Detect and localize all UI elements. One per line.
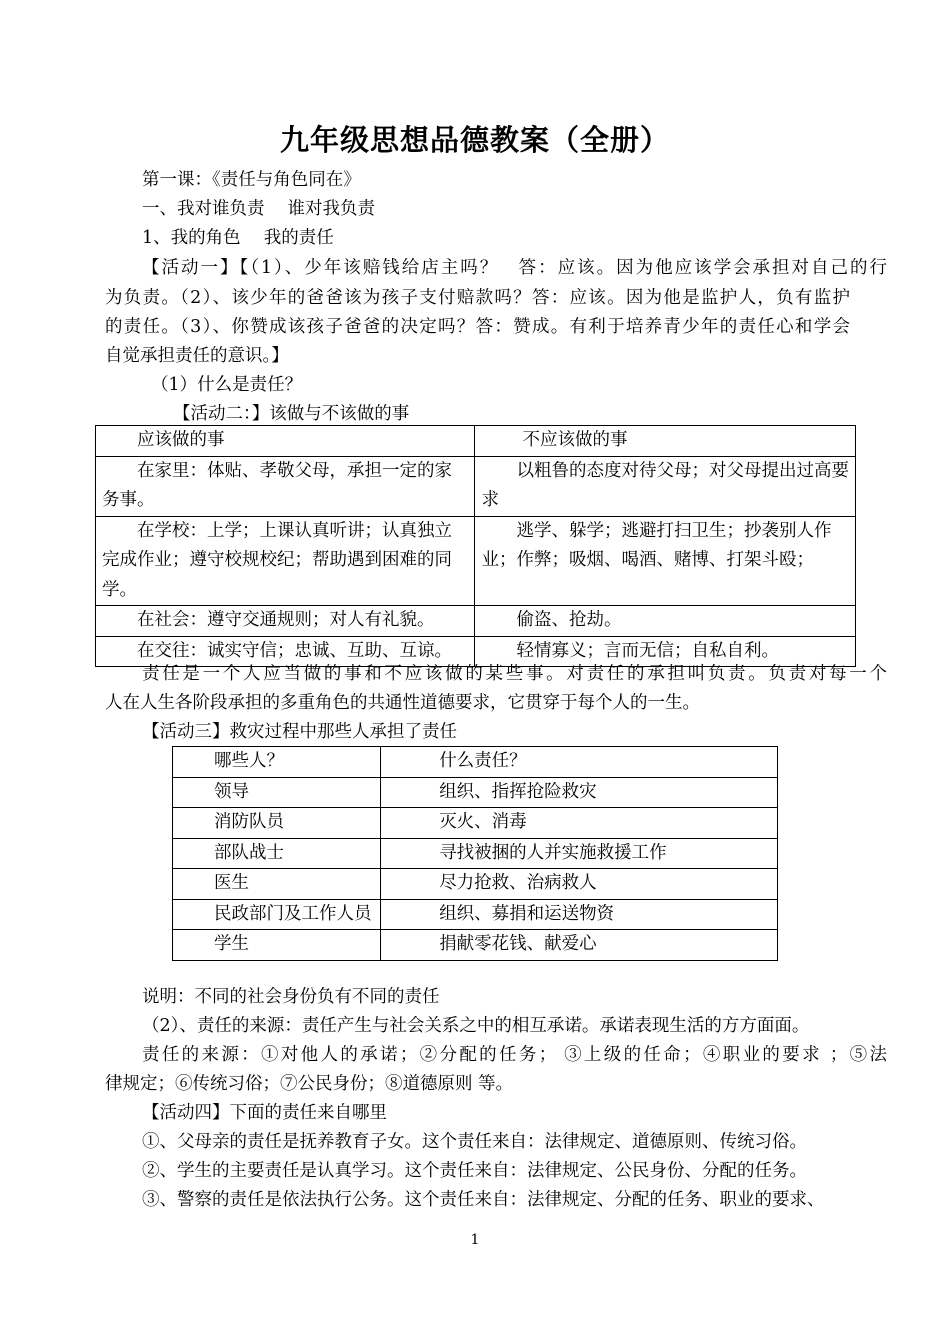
- page-title: 九年级思想品德教案（全册）: [279, 123, 670, 157]
- table-row: [96, 606, 856, 637]
- table-row: [173, 930, 778, 961]
- table-row: [173, 808, 778, 839]
- table-header-cell: 哪些人？: [173, 747, 381, 778]
- table-header-row: [96, 426, 856, 457]
- activity4-item: ①、父母亲的责任是抚养教育子女。这个责任来自：法律规定、道德原则、传统习俗。: [142, 1132, 807, 1152]
- page-number: 1: [470, 1232, 480, 1248]
- table-cell: 灭火、消毒: [380, 808, 777, 839]
- activity1-line: 【活动一】【（1）、少年该赔钱给店主吗？ 答：应该。因为他应该学会承担对自己的行: [142, 258, 887, 278]
- table-cell: 尽力抢救、治病救人: [380, 869, 777, 900]
- table-cell: 捐献零花钱、献爱心: [380, 930, 777, 961]
- activity2-heading: 【活动二：】该做与不该做的事: [173, 404, 410, 424]
- duty-table: [95, 425, 856, 667]
- table-cell: 在社会：遵守交通规则；对人有礼貌。: [96, 606, 475, 637]
- table-cell: 医生: [173, 869, 381, 900]
- table-cell: 领导: [173, 777, 381, 808]
- rescue-table: [172, 746, 778, 961]
- activity1-line: 为负责。（2）、该少年的爸爸该为孩子支付赔款吗？答：应该。因为他是监护人，负有监护: [105, 288, 850, 308]
- table-row: [173, 899, 778, 930]
- table-cell: 在交往：诚实守信；忠诚、互助、互谅。: [96, 636, 475, 667]
- table-cell: 以粗鲁的态度对待父母；对父母提出过高要求: [475, 456, 856, 516]
- table-header-cell: 不应该做的事: [475, 426, 856, 457]
- table-cell: 民政部门及工作人员: [173, 899, 381, 930]
- source-intro-line: （2）、责任的来源：责任产生与社会关系之中的相互承诺。承诺表现生活的方方面面。: [142, 1016, 810, 1036]
- table-row: [173, 838, 778, 869]
- table-header-row: [173, 747, 778, 778]
- table-cell: 在学校：上学；上课认真听讲；认真独立完成作业；遵守校规校纪；帮助遇到困难的同学。: [96, 516, 475, 606]
- activity4-item: ②、学生的主要责任是认真学习。这个责任来自：法律规定、公民身份、分配的任务。: [142, 1161, 807, 1181]
- lesson-heading: 第一课：《责任与角色同在》: [142, 170, 361, 190]
- table-cell: 消防队员: [173, 808, 381, 839]
- note-line: 说明：不同的社会身份负有不同的责任: [142, 987, 440, 1007]
- question-heading: （1）什么是责任？: [151, 375, 303, 395]
- table-cell: 组织、指挥抢险救灾: [380, 777, 777, 808]
- table-cell: 寻找被捆的人并实施救援工作: [380, 838, 777, 869]
- activity3-heading: 【活动三】救灾过程中那些人承担了责任: [142, 722, 457, 742]
- table-row: [173, 869, 778, 900]
- definition-line: 人在人生各阶段承担的多重角色的共通性道德要求，它贯穿于每个人的一生。: [105, 693, 700, 713]
- activity4-heading: 【活动四】下面的责任来自哪里: [142, 1103, 387, 1123]
- table-cell: 轻情寡义；言而无信；自私自利。: [475, 636, 856, 667]
- table-cell: 偷盗、抢劫。: [475, 606, 856, 637]
- source-list-line: 律规定；⑥传统习俗；⑦公民身份；⑧道德原则 等。: [105, 1074, 514, 1094]
- table-row: [96, 456, 856, 516]
- table-cell: 在家里：体贴、孝敬父母，承担一定的家务事。: [96, 456, 475, 516]
- table-row: [96, 516, 856, 606]
- definition-line: 责任是一个人应当做的事和不应该做的某些事。对责任的承担叫负责。负责对每一个: [142, 664, 887, 684]
- source-list-line: 责任的来源：①对他人的承诺；②分配的任务； ③上级的任命；④职业的要求 ；⑤法: [142, 1045, 887, 1065]
- activity1-line: 自觉承担责任的意识。】: [105, 346, 289, 366]
- table-cell: 组织、募捐和运送物资: [380, 899, 777, 930]
- subsection-heading: 1、我的角色 我的责任: [142, 228, 334, 248]
- table-row: [173, 777, 778, 808]
- table-cell: 逃学、躲学；逃避打扫卫生；抄袭别人作业；作弊；吸烟、喝酒、赌博、打架斗殴；: [475, 516, 856, 606]
- activity1-line: 的责任。（3）、你赞成该孩子爸爸的决定吗？答：赞成。有利于培养青少年的责任心和学会: [105, 317, 850, 337]
- table-header-cell: 应该做的事: [96, 426, 475, 457]
- table-header-cell: 什么责任？: [380, 747, 777, 778]
- table-cell: 部队战士: [173, 838, 381, 869]
- activity4-item: ③、警察的责任是依法执行公务。这个责任来自：法律规定、分配的任务、职业的要求、: [142, 1190, 825, 1210]
- table-cell: 学生: [173, 930, 381, 961]
- section-heading: 一、我对谁负责 谁对我负责: [142, 199, 376, 219]
